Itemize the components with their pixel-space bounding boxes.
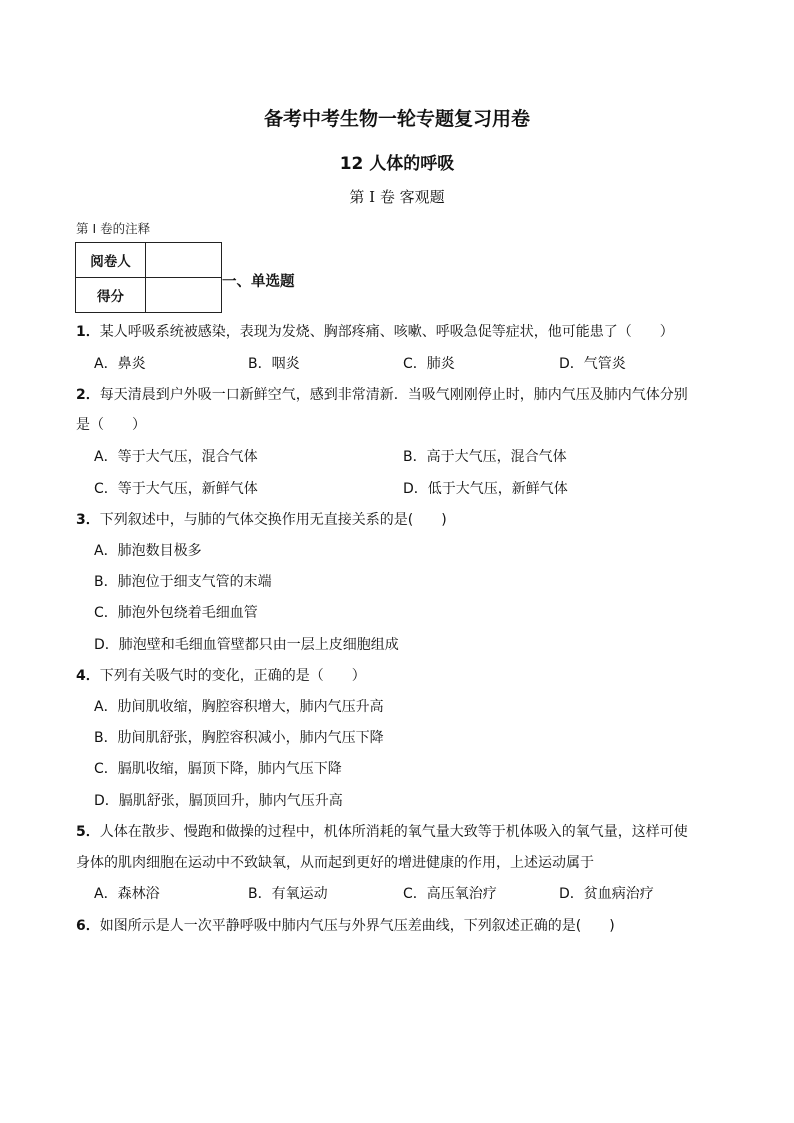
score-cell (146, 278, 222, 313)
q5-option-c: C．高压氧治疗 (403, 886, 497, 902)
q1-option-c: C．肺炎 (403, 356, 455, 372)
question-text: 每天清晨到户外吸一口新鲜空气，感到非常清新．当吸气刚刚停止时，肺内气压及肺内气体分别 (99, 387, 688, 403)
q4-option-a: A．肋间肌收缩，胸腔容积增大，肺内气压升高 (94, 699, 384, 715)
question-text: 下列叙述中，与肺的气体交换作用无直接关系的是( ) (99, 512, 447, 528)
q4-option-c: C．膈肌收缩，膈顶下降，肺内气压下降 (94, 761, 342, 777)
document-subtitle: 12 人体的呼吸 (339, 154, 455, 174)
q3-option-a: A．肺泡数目极多 (94, 543, 202, 559)
q2-option-c: C．等于大气压，新鲜气体 (94, 481, 258, 497)
question-text: 下列有关吸气时的变化，正确的是（ ） (99, 668, 366, 684)
q2-option-a: A．等于大气压，混合气体 (94, 449, 258, 465)
reviewer-cell (146, 243, 222, 278)
q4-option-d: D．膈肌舒张，膈顶回升，肺内气压升高 (94, 793, 343, 809)
question-3 (76, 509, 447, 529)
question-number: 4． (76, 668, 100, 684)
q3-option-c: C．肺泡外包绕着毛细血管 (94, 605, 258, 621)
q3-option-b: B．肺泡位于细支气管的末端 (94, 574, 272, 590)
question-1 (76, 321, 674, 341)
q1-option-d: D．气管炎 (559, 356, 626, 372)
q5-option-a: A．森林浴 (94, 886, 160, 902)
question-number: 5． (76, 824, 100, 840)
q5-option-b: B．有氧运动 (248, 886, 328, 902)
question-4 (76, 665, 366, 685)
q4-option-b: B．肋间肌舒张，胸腔容积减小，肺内气压下降 (94, 730, 384, 746)
question-number: 6． (76, 918, 100, 934)
question-text: 如图所示是人一次平静呼吸中肺内气压与外界气压差曲线，下列叙述正确的是( ) (99, 918, 615, 934)
reviewer-label: 阅卷人 (76, 243, 146, 278)
document-title: 备考中考生物一轮专题复习用卷 (263, 108, 530, 130)
score-table (75, 242, 222, 313)
question-text: 人体在散步、慢跑和做操的过程中，机体所消耗的氧气量大致等于机体吸入的氧气量，这样可使 (99, 824, 688, 840)
question-number: 3． (76, 512, 100, 528)
question-text: 某人呼吸系统被感染，表现为发烧、胸部疼痛、咳嗽、呼吸急促等症状，他可能患了（ ） (99, 324, 674, 340)
q1-option-a: A．鼻炎 (94, 356, 146, 372)
score-label: 得分 (76, 278, 146, 313)
q5-option-d: D．贫血病治疗 (559, 886, 654, 902)
question-5 (76, 821, 688, 841)
question-2 (76, 384, 688, 404)
question-6 (76, 915, 615, 935)
volume-note: 第 I 卷的注释 (76, 221, 151, 236)
q1-option-b: B．咽炎 (248, 356, 300, 372)
volume-title: 第 I 卷 客观题 (349, 188, 445, 206)
q3-option-d: D．肺泡壁和毛细血管壁都只由一层上皮细胞组成 (94, 637, 399, 653)
section-title: 一、单选题 (222, 274, 295, 290)
question-5-cont: 身体的肌肉细胞在运动中不致缺氧，从而起到更好的增进健康的作用，上述运动属于 (76, 855, 594, 871)
question-2-cont: 是（ ） (76, 417, 146, 433)
question-number: 1． (76, 324, 100, 340)
q2-option-b: B．高于大气压，混合气体 (403, 449, 567, 465)
question-number: 2． (76, 387, 100, 403)
q2-option-d: D．低于大气压，新鲜气体 (403, 481, 568, 497)
